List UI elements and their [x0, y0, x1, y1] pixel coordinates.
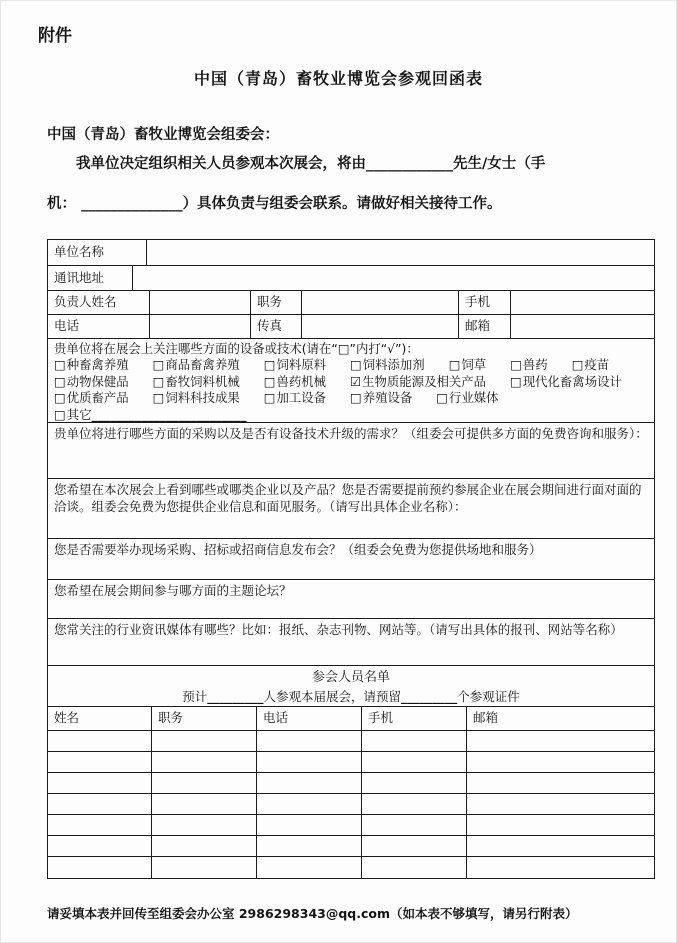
- participant-cell[interactable]: [257, 731, 362, 751]
- participants-rows: [48, 731, 654, 878]
- checkbox-option[interactable]: [54, 374, 129, 390]
- question-text: 您希望在展会期间参与哪方面的主题论坛？: [54, 583, 292, 598]
- checkbox-option[interactable]: [54, 357, 129, 373]
- table-row: [48, 266, 654, 291]
- mobile-label: 手机: [459, 291, 511, 314]
- checkbox-icon[interactable]: □: [436, 390, 449, 406]
- estimate-text: 人参观本届展会，请预留: [263, 689, 401, 704]
- checkbox-label: 饲料科技成果: [165, 390, 240, 406]
- participant-cell[interactable]: [152, 836, 257, 856]
- checkbox-label: 饲料原料: [276, 357, 327, 373]
- interest-question: 贵单位将在展会上关注哪些方面的设备或技术(请在“□”内打“√”)：: [54, 341, 419, 356]
- contact-email: 2986298343@qq.com: [238, 906, 391, 921]
- participants-title: 参会人员名单: [311, 670, 390, 685]
- participant-cell[interactable]: [257, 773, 362, 793]
- checkbox-option[interactable]: [350, 390, 412, 406]
- checkbox-label: 兽药: [522, 357, 548, 373]
- checkbox-option[interactable]: [264, 357, 326, 373]
- checkbox-icon[interactable]: □: [263, 390, 276, 406]
- question-row-procurement[interactable]: [48, 423, 654, 479]
- participant-row: [48, 836, 654, 857]
- participant-row: [48, 815, 654, 836]
- checkbox-option[interactable]: [350, 357, 425, 373]
- intro-text: 我单位决定组织相关人员参观本次展会，将由: [76, 156, 366, 172]
- checkbox-icon[interactable]: □: [350, 390, 362, 406]
- question-row-companies[interactable]: [48, 479, 654, 539]
- participant-cell[interactable]: [48, 857, 152, 878]
- email-label: 邮箱: [459, 315, 511, 338]
- table-row: [48, 315, 654, 339]
- checkbox-label: 养殖设备: [362, 390, 413, 406]
- checkbox-option[interactable]: [449, 357, 487, 373]
- participant-cell[interactable]: [257, 836, 362, 856]
- participant-row: [48, 794, 654, 815]
- checkbox-line: [54, 374, 648, 390]
- checkbox-label: 商品畜禽养殖: [165, 357, 240, 373]
- participant-cell[interactable]: [467, 836, 654, 856]
- checkbox-option[interactable]: [54, 390, 129, 406]
- salutation: 中国（青岛）畜牧业博览会组委会：: [47, 127, 279, 143]
- participant-cell[interactable]: [362, 836, 467, 856]
- footer-text: 请妥填本表并回传至组委会办公室: [47, 906, 239, 921]
- phone-label: 电话: [48, 315, 150, 338]
- participant-cell[interactable]: [467, 731, 654, 751]
- checkbox-line: [54, 357, 648, 373]
- position-label: 职务: [251, 291, 302, 314]
- participant-row: [48, 857, 654, 878]
- checkbox-icon[interactable]: □: [263, 373, 276, 389]
- estimate-text: 个参观证件: [457, 689, 520, 704]
- checkbox-icon[interactable]: □: [263, 357, 276, 373]
- fax-label: 传真: [251, 315, 302, 338]
- checked-checkbox-icon[interactable]: ☑: [350, 373, 362, 389]
- checkbox-option[interactable]: [153, 357, 240, 373]
- checkbox-label: 生物质能源及相关产品: [362, 373, 487, 389]
- checkbox-label: 饲料添加剂: [362, 357, 425, 373]
- participant-cell[interactable]: [48, 773, 152, 793]
- question-text: 您常关注的行业资讯媒体有哪些？比如：报纸、杂志刊物、网站等。（请写出具体的报刊、网站等名称）: [54, 622, 623, 637]
- participant-cell[interactable]: [257, 794, 362, 814]
- participant-cell[interactable]: [152, 794, 257, 814]
- participant-cell[interactable]: [362, 752, 467, 772]
- question-row-forum[interactable]: [48, 580, 654, 619]
- contact-name-label: 负责人姓名: [48, 291, 150, 314]
- intro-line-2: [47, 184, 637, 224]
- participant-cell[interactable]: [467, 794, 654, 814]
- intro-line-1: [47, 144, 637, 184]
- responsible-person-blank[interactable]: ____________: [366, 156, 453, 172]
- attachment-label: 附件: [38, 26, 72, 46]
- question-row-release-event[interactable]: [48, 539, 654, 580]
- checkbox-label: 现代化畜禽场设计: [522, 373, 622, 389]
- checkbox-icon[interactable]: □: [510, 357, 522, 373]
- participants-title-block: [48, 666, 654, 707]
- participant-cell[interactable]: [48, 836, 152, 856]
- participant-cell[interactable]: [467, 773, 654, 793]
- participant-cell[interactable]: [48, 731, 152, 751]
- checkbox-icon[interactable]: □: [54, 390, 66, 406]
- visitor-count-blank[interactable]: _________: [207, 689, 264, 704]
- checkbox-label: 动物保健品: [66, 373, 129, 389]
- mobile-number-blank[interactable]: ______________: [81, 196, 183, 212]
- checkbox-label: 兽药机械: [276, 373, 327, 389]
- participant-cell[interactable]: [362, 794, 467, 814]
- table-row: [48, 291, 654, 315]
- mobile-field[interactable]: [511, 291, 654, 314]
- checkbox-icon[interactable]: □: [54, 357, 66, 373]
- footer-text: （如本表不够填写，请另行附表）: [390, 906, 578, 921]
- participant-cell[interactable]: [362, 731, 467, 751]
- table-row: [48, 240, 654, 266]
- checkbox-label: 行业媒体: [449, 390, 499, 406]
- participant-cell[interactable]: [48, 815, 152, 835]
- question-text: 您是否需要举办现场采购、招标或招商信息发布会？（组委会免费为您提供场地和服务）: [54, 542, 542, 557]
- participant-cell[interactable]: [467, 752, 654, 772]
- badge-count-blank[interactable]: _________: [401, 689, 458, 704]
- checkbox-option[interactable]: [572, 357, 610, 373]
- checkbox-label: 种畜禽养殖: [66, 357, 129, 373]
- company-name-label: 单位名称: [48, 240, 147, 265]
- participant-cell[interactable]: [152, 731, 257, 751]
- other-interest-blank[interactable]: _________________________: [91, 406, 247, 422]
- participant-cell[interactable]: [152, 773, 257, 793]
- contact-name-field[interactable]: [150, 291, 251, 314]
- participant-phone-header: 电话: [257, 707, 362, 730]
- participant-email-header: 邮箱: [473, 710, 499, 726]
- checkbox-label: 畜牧饲料机械: [165, 373, 240, 389]
- checkbox-icon[interactable]: □: [152, 357, 165, 373]
- checkbox-label: 加工设备: [276, 390, 327, 406]
- checkbox-label: 饲草: [461, 357, 487, 373]
- checkbox-icon[interactable]: □: [54, 406, 66, 422]
- participant-cell[interactable]: [48, 752, 152, 772]
- checkbox-option[interactable]: [510, 374, 622, 390]
- checkbox-icon[interactable]: □: [571, 357, 584, 373]
- intro-text: 先生/女士（手: [453, 156, 546, 172]
- footer-note: [47, 904, 578, 922]
- participants-estimate-line: [48, 687, 654, 706]
- participant-cell[interactable]: [467, 815, 654, 835]
- participant-cell[interactable]: [362, 773, 467, 793]
- question-text: 贵单位将进行哪些方面的采购以及是否有设备技术升级的需求？（组委会可提供多方面的免费咨询和服务）：: [54, 426, 648, 441]
- checkbox-line: [54, 390, 648, 406]
- participant-mobile-header: 手机: [362, 707, 467, 730]
- participant-cell[interactable]: [152, 752, 257, 772]
- checkbox-label: 优质畜产品: [66, 390, 129, 406]
- participant-position-header: 职务: [152, 707, 257, 730]
- intro-paragraph: [47, 144, 637, 224]
- checkbox-option[interactable]: [264, 374, 326, 390]
- participant-row: [48, 773, 654, 794]
- checkbox-icon[interactable]: □: [448, 357, 461, 373]
- fax-field[interactable]: [302, 315, 459, 338]
- checkbox-label: 疫苗: [584, 357, 610, 373]
- checkbox-option[interactable]: [350, 374, 486, 390]
- email-field[interactable]: [511, 315, 654, 338]
- checkbox-option[interactable]: [436, 390, 498, 406]
- company-name-field[interactable]: [147, 240, 654, 265]
- checkbox-icon[interactable]: □: [152, 390, 165, 406]
- checkbox-option[interactable]: [153, 390, 240, 406]
- participant-cell[interactable]: [362, 815, 467, 835]
- page-title: 中国（青岛）畜牧业博览会参观回函表: [193, 69, 483, 88]
- participant-cell[interactable]: [48, 794, 152, 814]
- question-text: 您希望在本次展会上看到哪些或哪类企业以及产品？您是否需要提前预约参展企业在展会期间进行面对面的洽谈。组委会免费为您提供企业信息和面见服务。（请写出具体企业名称）：: [54, 482, 642, 514]
- participant-cell[interactable]: [257, 857, 362, 878]
- checkbox-icon[interactable]: □: [510, 373, 522, 389]
- participant-cell[interactable]: [467, 857, 654, 878]
- participants-header-row: [48, 707, 654, 731]
- participant-cell[interactable]: [257, 752, 362, 772]
- participant-name-header: 姓名: [48, 707, 152, 730]
- checkbox-option[interactable]: [510, 357, 548, 373]
- checkbox-icon[interactable]: □: [350, 357, 362, 373]
- participant-cell[interactable]: [257, 815, 362, 835]
- participant-cell[interactable]: [362, 857, 467, 878]
- address-field[interactable]: [133, 266, 654, 290]
- question-row-media[interactable]: [48, 619, 654, 666]
- phone-field[interactable]: [150, 315, 251, 338]
- intro-text: ）具体负责与组委会联系。请做好相关接待工作。: [182, 196, 502, 212]
- participant-cell[interactable]: [152, 815, 257, 835]
- estimate-text: 预计: [182, 689, 208, 704]
- checkbox-other-line[interactable]: [54, 407, 648, 423]
- address-label: 通讯地址: [48, 266, 133, 290]
- intro-text: 机：: [47, 196, 82, 212]
- participant-row: [48, 752, 654, 773]
- checkbox-label: 其它: [66, 406, 92, 422]
- checkbox-icon[interactable]: □: [152, 373, 165, 389]
- participant-cell[interactable]: [152, 857, 257, 878]
- position-field[interactable]: [302, 291, 459, 314]
- checkbox-option[interactable]: [153, 374, 240, 390]
- checkbox-option[interactable]: [264, 390, 326, 406]
- checkbox-icon[interactable]: □: [54, 373, 66, 389]
- participant-row: [48, 731, 654, 752]
- interest-checkbox-section: [48, 339, 654, 423]
- reply-form-table: [47, 239, 655, 879]
